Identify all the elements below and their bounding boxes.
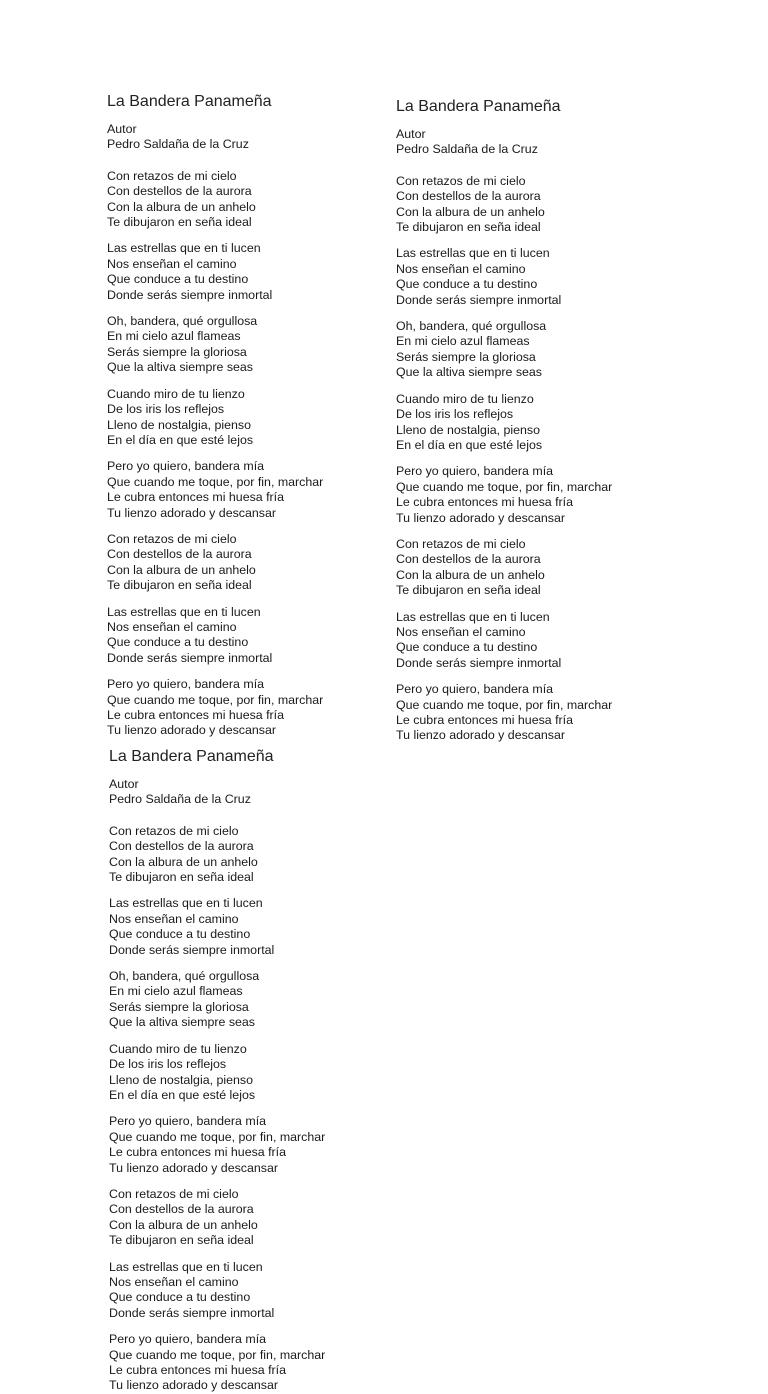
author-name: Pedro Saldaña de la Cruz bbox=[396, 142, 538, 157]
lyric-line: Te dibujaron en seña ideal bbox=[109, 1233, 254, 1248]
lyric-line: Te dibujaron en seña ideal bbox=[107, 215, 252, 230]
lyric-line: Donde serás siempre inmortal bbox=[396, 655, 562, 670]
lyric-line: Que conduce a tu destino bbox=[396, 277, 538, 292]
lyric-line: Lleno de nostalgia, pienso bbox=[107, 417, 251, 432]
lyric-line: Que conduce a tu destino bbox=[396, 640, 538, 655]
lyric-line: Que cuando me toque, por fin, marchar bbox=[396, 697, 613, 712]
lyrics-column-left bbox=[107, 92, 407, 744]
lyric-line: Con retazos de mi cielo bbox=[109, 1186, 239, 1201]
lyric-line: Con la albura de un anhelo bbox=[396, 204, 545, 219]
author-label: Autor bbox=[396, 127, 426, 141]
lyric-line: Las estrellas que en ti lucen bbox=[107, 604, 261, 619]
lyric-line: Con destellos de la aurora bbox=[396, 552, 541, 567]
lyric-line: Las estrellas que en ti lucen bbox=[109, 1259, 263, 1274]
stanza bbox=[396, 246, 696, 308]
stanza bbox=[109, 1114, 409, 1176]
lyric-line: En el día en que esté lejos bbox=[109, 1087, 256, 1102]
lyric-line: Donde serás siempre inmortal bbox=[107, 650, 273, 665]
lyric-line: Con retazos de mi cielo bbox=[107, 531, 237, 546]
lyric-line: Con destellos de la aurora bbox=[109, 839, 254, 854]
lyric-line: Nos enseñan el camino bbox=[396, 624, 526, 639]
lyric-line: Te dibujaron en seña ideal bbox=[396, 220, 541, 235]
lyric-line: Con destellos de la aurora bbox=[396, 189, 541, 204]
lyric-line: Donde serás siempre inmortal bbox=[396, 292, 562, 307]
stanza bbox=[109, 1042, 409, 1104]
lyric-line: Oh, bandera, qué orgullosa bbox=[109, 969, 260, 984]
lyric-line: Con retazos de mi cielo bbox=[396, 173, 526, 188]
lyric-line: Con la albura de un anhelo bbox=[107, 562, 256, 577]
lyric-line: Que cuando me toque, por fin, marchar bbox=[109, 1129, 326, 1144]
lyric-line: Las estrellas que en ti lucen bbox=[396, 609, 550, 624]
lyric-line: Que conduce a tu destino bbox=[109, 927, 251, 942]
stanza bbox=[396, 610, 696, 672]
lyric-line: De los iris los reflejos bbox=[107, 402, 225, 417]
lyric-line: En el día en que esté lejos bbox=[107, 432, 254, 447]
lyric-line: Donde serás siempre inmortal bbox=[109, 942, 275, 957]
lyric-line: Lleno de nostalgia, pienso bbox=[396, 422, 540, 437]
lyric-line: En mi cielo azul flameas bbox=[107, 329, 241, 344]
stanza bbox=[396, 682, 696, 744]
author-name: Pedro Saldaña de la Cruz bbox=[109, 792, 251, 807]
lyric-line: Con destellos de la aurora bbox=[107, 184, 252, 199]
lyric-line: Te dibujaron en seña ideal bbox=[396, 583, 541, 598]
lyric-line: En mi cielo azul flameas bbox=[396, 334, 530, 349]
stanza bbox=[107, 169, 407, 231]
song-title: La Bandera Panameña bbox=[396, 98, 561, 115]
song-title: La Bandera Panameña bbox=[109, 748, 274, 765]
lyric-line: Con la albura de un anhelo bbox=[396, 567, 545, 582]
lyric-line: Que cuando me toque, por fin, marchar bbox=[107, 474, 324, 489]
lyric-line: Con destellos de la aurora bbox=[107, 547, 252, 562]
stanza bbox=[107, 241, 407, 303]
lyric-line: Las estrellas que en ti lucen bbox=[396, 246, 550, 261]
lyric-line: Nos enseñan el camino bbox=[109, 1274, 239, 1289]
author-label: Autor bbox=[109, 777, 139, 791]
lyric-line: Nos enseñan el camino bbox=[107, 256, 237, 271]
lyric-line: Le cubra entonces mi huesa fría bbox=[107, 490, 285, 505]
lyric-line: Tu lienzo adorado y descansar bbox=[107, 723, 276, 738]
lyric-line: Pero yo quiero, bandera mía bbox=[396, 464, 554, 479]
lyric-line: Las estrellas que en ti lucen bbox=[109, 896, 263, 911]
lyric-line: Pero yo quiero, bandera mía bbox=[109, 1332, 267, 1347]
author-block bbox=[107, 122, 407, 153]
stanza bbox=[396, 464, 696, 526]
lyrics-column-bottom bbox=[109, 747, 409, 1393]
lyric-line: Donde serás siempre inmortal bbox=[107, 287, 273, 302]
lyric-line: Con la albura de un anhelo bbox=[107, 199, 256, 214]
lyric-line: Que cuando me toque, por fin, marchar bbox=[109, 1347, 326, 1362]
lyric-line: Con la albura de un anhelo bbox=[109, 854, 258, 869]
lyric-line: Con la albura de un anhelo bbox=[109, 1217, 258, 1232]
lyric-line: Le cubra entonces mi huesa fría bbox=[396, 713, 574, 727]
lyric-line: Con destellos de la aurora bbox=[109, 1202, 254, 1217]
author-label: Autor bbox=[107, 122, 137, 136]
stanza bbox=[107, 314, 407, 376]
stanza bbox=[107, 605, 407, 667]
lyric-line: Pero yo quiero, bandera mía bbox=[107, 677, 265, 692]
lyric-line: En el día en que esté lejos bbox=[396, 437, 543, 452]
stanza bbox=[396, 537, 696, 599]
lyric-line: Le cubra entonces mi huesa fría bbox=[396, 495, 574, 510]
lyric-line: Con retazos de mi cielo bbox=[107, 168, 237, 183]
lyric-line: Pero yo quiero, bandera mía bbox=[107, 459, 265, 474]
lyric-line: Que conduce a tu destino bbox=[109, 1290, 251, 1305]
stanza bbox=[107, 532, 407, 594]
lyric-line: Lleno de nostalgia, pienso bbox=[109, 1072, 253, 1087]
stanza bbox=[396, 319, 696, 381]
lyric-line: Oh, bandera, qué orgullosa bbox=[107, 314, 258, 329]
lyric-line: Oh, bandera, qué orgullosa bbox=[396, 319, 547, 334]
lyric-line: De los iris los reflejos bbox=[109, 1057, 227, 1072]
stanza bbox=[107, 677, 407, 739]
lyric-line: Cuando miro de tu lienzo bbox=[107, 386, 245, 401]
stanza bbox=[109, 896, 409, 958]
lyric-line: Nos enseñan el camino bbox=[396, 261, 526, 276]
lyric-line: Nos enseñan el camino bbox=[109, 911, 239, 926]
stanza bbox=[109, 1260, 409, 1322]
stanza bbox=[107, 387, 407, 449]
lyric-line: Que conduce a tu destino bbox=[107, 272, 249, 287]
lyric-line: Serás siempre la gloriosa bbox=[396, 349, 536, 364]
lyric-line: Con retazos de mi cielo bbox=[396, 536, 526, 551]
lyric-line: Tu lienzo adorado y descansar bbox=[109, 1160, 278, 1175]
lyric-line: De los iris los reflejos bbox=[396, 407, 514, 422]
lyric-line: Pero yo quiero, bandera mía bbox=[109, 1114, 267, 1129]
lyric-line: Tu lienzo adorado y descansar bbox=[107, 505, 276, 520]
author-block bbox=[396, 127, 696, 158]
stanza bbox=[107, 459, 407, 521]
song-title: La Bandera Panameña bbox=[107, 93, 272, 110]
lyric-line: Serás siempre la gloriosa bbox=[109, 999, 249, 1014]
lyric-line: Con retazos de mi cielo bbox=[109, 823, 239, 838]
author-block bbox=[109, 777, 409, 808]
stanza bbox=[396, 174, 696, 236]
lyric-line: Tu lienzo adorado y descansar bbox=[396, 728, 565, 743]
stanza bbox=[109, 1332, 409, 1394]
lyric-line: Le cubra entonces mi huesa fría bbox=[109, 1363, 287, 1377]
lyric-line: Las estrellas que en ti lucen bbox=[107, 241, 261, 256]
stanza bbox=[396, 392, 696, 454]
author-name: Pedro Saldaña de la Cruz bbox=[107, 137, 249, 152]
lyric-line: Te dibujaron en seña ideal bbox=[107, 578, 252, 593]
lyric-line: Que la altiva siempre seas bbox=[107, 360, 254, 375]
lyric-line: Que cuando me toque, por fin, marchar bbox=[396, 479, 613, 494]
lyric-line: Que la altiva siempre seas bbox=[396, 365, 543, 380]
lyric-line: Que cuando me toque, por fin, marchar bbox=[107, 692, 324, 707]
stanza bbox=[109, 969, 409, 1031]
lyric-line: En mi cielo azul flameas bbox=[109, 984, 243, 999]
lyric-line: Que la altiva siempre seas bbox=[109, 1015, 256, 1030]
lyric-line: Tu lienzo adorado y descansar bbox=[396, 510, 565, 525]
lyric-line: Serás siempre la gloriosa bbox=[107, 344, 247, 359]
lyric-line: Pero yo quiero, bandera mía bbox=[396, 682, 554, 697]
lyric-line: Te dibujaron en seña ideal bbox=[109, 870, 254, 885]
lyric-line: Cuando miro de tu lienzo bbox=[109, 1041, 247, 1056]
lyric-line: Cuando miro de tu lienzo bbox=[396, 391, 534, 406]
lyric-line: Le cubra entonces mi huesa fría bbox=[107, 708, 285, 722]
lyric-line: Le cubra entonces mi huesa fría bbox=[109, 1145, 287, 1160]
stanza bbox=[109, 824, 409, 886]
lyric-line: Que conduce a tu destino bbox=[107, 635, 249, 650]
lyrics-column-right bbox=[396, 97, 696, 744]
stanza bbox=[109, 1187, 409, 1249]
lyric-line: Tu lienzo adorado y descansar bbox=[109, 1378, 278, 1393]
lyric-line: Nos enseñan el camino bbox=[107, 619, 237, 634]
lyric-line: Donde serás siempre inmortal bbox=[109, 1305, 275, 1320]
